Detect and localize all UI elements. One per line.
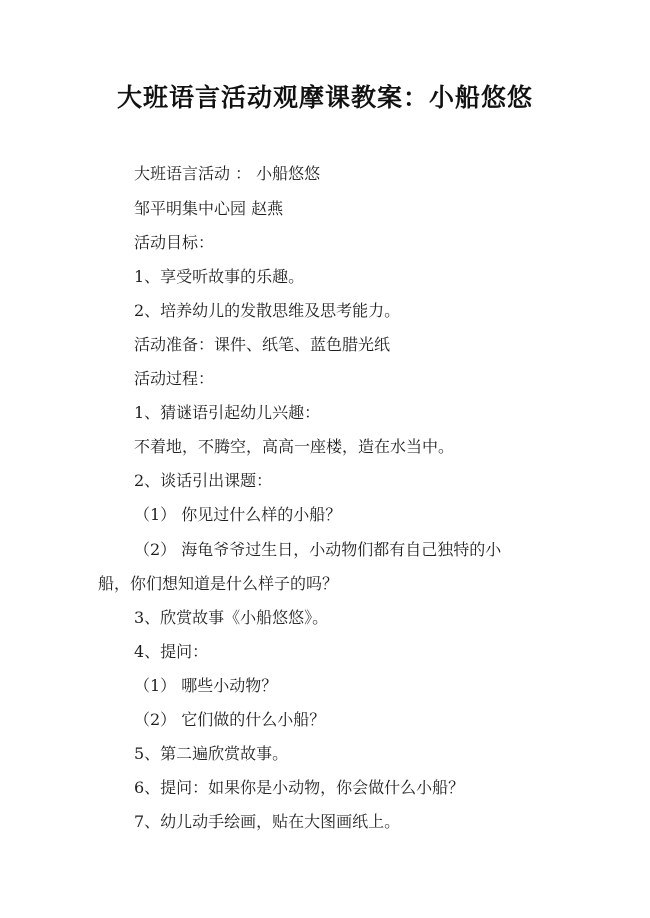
author-line: 邹平明集中心园 赵燕 [134, 199, 284, 218]
process-heading: 活动过程： [134, 369, 215, 388]
preparation-line: 活动准备：课件、纸笔、蓝色腊光纸 [134, 335, 391, 354]
process-step-2: 2、谈话引出课题： [134, 471, 273, 490]
process-step-1: 1、猜谜语引起幼儿兴趣： [134, 403, 321, 422]
process-step-3: 3、欣赏故事《小船悠悠》。 [134, 608, 329, 627]
process-step-6: 6、提问：如果你是小动物，你会做什么小船？ [134, 778, 465, 797]
question-2-part-1: （2） 海龟爷爷过生日，小动物们都有自己独特的小 [134, 540, 502, 559]
goal-item-2: 2、培养幼儿的发散思维及思考能力。 [134, 301, 401, 320]
process-step-7: 7、幼儿动手绘画，贴在大图画纸上。 [134, 812, 401, 831]
document-title: 大班语言活动观摩课教案：小船悠悠 [116, 83, 533, 112]
step-4-question-2: （2） 它们做的什么小船？ [134, 710, 326, 729]
process-step-4: 4、提问： [134, 642, 209, 661]
question-2-part-2: 船，你们想知道是什么样子的吗？ [98, 574, 339, 593]
goals-heading: 活动目标： [134, 233, 215, 252]
goal-item-1: 1、享受听故事的乐趣。 [134, 267, 305, 286]
question-1: （1） 你见过什么样的小船？ [134, 505, 342, 524]
step-4-question-1: （1） 哪些小动物？ [134, 676, 278, 695]
riddle-line: 不着地，不腾空，高高一座楼，造在水当中。 [134, 437, 455, 456]
process-step-5: 5、第二遍欣赏故事。 [134, 744, 289, 763]
activity-name-line: 大班语言活动 ： 小船悠悠 [134, 164, 321, 183]
